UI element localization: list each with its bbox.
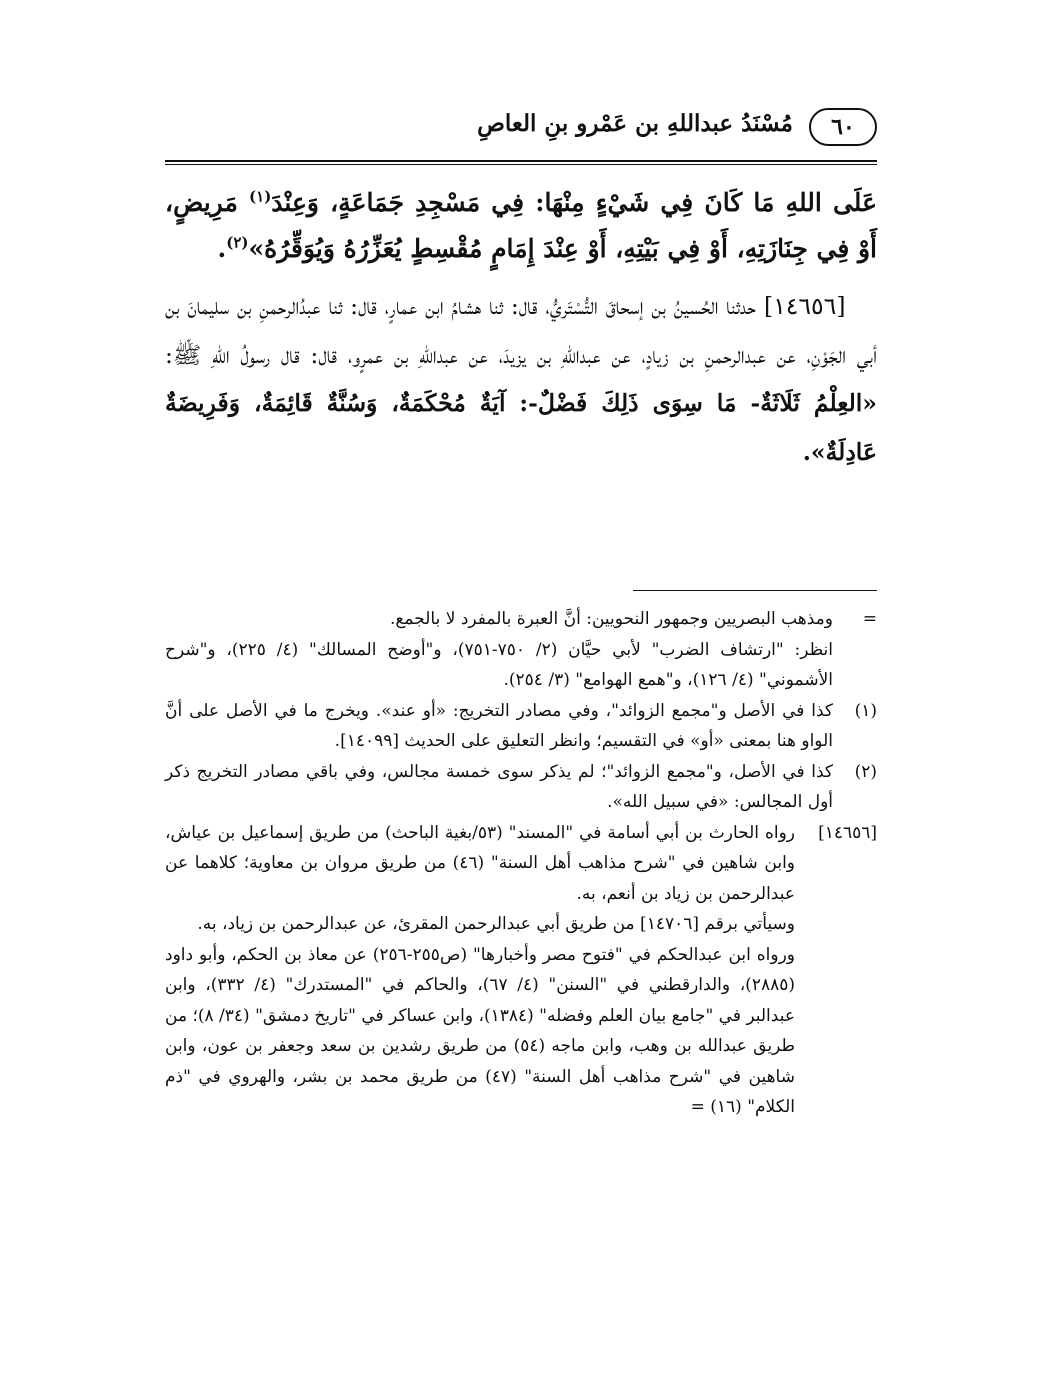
- footnote-takhrij-mark: [١٤٦٥٦]: [818, 822, 877, 843]
- hadith-14656: [165, 282, 877, 476]
- footnote-1-mark: (١): [854, 700, 877, 721]
- footnote-takhrij-p1: رواه الحارث بن أبي أسامة في "المسند" (٥٣/بغية الباحث) من طريق إسماعيل بن عياش، وابن شاهين في "شرح مذاهب أهل السنة" (٤٦) من طريق مروان بن معاوية؛ كلاهما عن عبدالرحمن بن زياد بن أنعم، به.: [165, 822, 795, 904]
- footnote-continuation-body: [165, 604, 833, 696]
- hadith-continuation-part2: مَرِيضٍ، أَوْ فِي جِنَازَتِهِ، أَوْ فِي بَيْتِهِ، أَوْ عِنْدَ إِمَامٍ مُقْسِطٍ يُعَزِّرُهُ وَيُوَقِّرُهُ»: [165, 188, 877, 263]
- page-number: ٦٠: [809, 108, 877, 146]
- footnote-continuation-line1: ومذهب البصريين وجمهور النحويين: أنَّ العبرة بالمفرد لا بالجمع.: [389, 609, 833, 629]
- hadith-continuation-part1: عَلَى اللهِ مَا كَانَ فِي شَيْءٍ مِنْهَا: فِي مَسْجِدِ جَمَاعَةٍ، وَعِنْدَ: [271, 188, 877, 217]
- footnote-continuation-line2: انظر: "ارتشاف الضرب" لأبي حيَّان (٢/ ٧٥٠-٧٥١)، و"أوضح المسالك" (٤/ ٢٢٥)، و"شرح الأشموني" (٤/ ١٢٦)، و"همع الهوامع" (٣/ ٢٥٤).: [165, 639, 833, 690]
- main-text: [165, 180, 877, 476]
- footnote-2-mark: (٢): [854, 761, 877, 782]
- header-rule: [165, 160, 877, 162]
- hadith-continuation-end: .: [217, 234, 227, 263]
- footnote-takhrij-p3: ورواه ابن عبدالحكم في "فتوح مصر وأخبارها" (ص٢٥٥-٢٥٦) عن معاذ بن الحكم، وأبو داود (٢٨٨٥)، والدارقطني في "السنن" (٤/ ٦٧)، والحاكم في "المستدرك" (٤/ ٣٣٢)، وابن عبدالبر في "جامع بيان العلم وفضله" (١٣٨٤)، وابن عساكر في "تاريخ دمشق" (٣٤/ ٨)؛ من طريق عبدالله بن وهب، وابن ماجه (٥٤) من طريق رشدين بن سعد وجعفر بن عون، وابن شاهين في "شرح مذاهب أهل السنة" (٤٧) من طريق محمد بن بشر، والهروي في "ذم الكلام" (١٦) =: [165, 944, 795, 1117]
- footnotes: [165, 604, 877, 1123]
- hadith-number: [١٤٦٥٦]: [764, 292, 846, 320]
- footnote-1: [165, 696, 877, 757]
- hadith-matn: «العِلْمُ ثَلَاثَةٌ- مَا سِوَى ذَلِكَ فَضْلٌ-: آيَةٌ مُحْكَمَةٌ، وَسُنَّةٌ قَائِمَةٌ، وَفَرِيضَةٌ عَادِلَةٌ».: [165, 389, 877, 466]
- footnote-1-body: كذا في الأصل و"مجمع الزوائد"، وفي مصادر التخريج: «أو عند». ويخرج ما في الأصل على أنَّ الواو هنا بمعنى «أو» في التقسيم؛ وانظر التعليق على الحديث [١٤٠٩٩].: [165, 700, 833, 751]
- footnote-continuation: [165, 604, 877, 696]
- footnote-ref-1[interactable]: (١): [249, 187, 272, 206]
- footnote-takhrij-body: [165, 818, 795, 1123]
- footnote-continuation-mark: =: [862, 609, 877, 629]
- running-title: مُسْنَدُ عبداللهِ بن عَمْرو بنِ العاصِ: [477, 110, 793, 137]
- footnote-takhrij: [165, 818, 877, 1123]
- footnote-2-body: كذا في الأصل، و"مجمع الزوائد"؛ لم يذكر سوى خمسة مجالس، وفي باقي مصادر التخريج ذكر أول المجالس: «في سبيل الله».: [165, 761, 833, 812]
- header-rule-thin: [165, 164, 877, 165]
- hadith-isnad: حدثنا الحُسينُ بن إسحاقَ التُّسْتَريُّ، قال: ثنا هشامُ ابن عمارٍ، قال: ثنا عبدُالرحمنِ بن سليمانَ بن أبي الجَوْنِ، عن عبدالرحمنِ بن زيادٍ، عن عبداللهِ بن يزيدَ، عن عبداللهِ بن عمرٍو، قال: قال رسولُ اللهِ ﷺ:: [165, 292, 877, 369]
- footnote-separator: [633, 590, 877, 591]
- page-header: [165, 108, 877, 170]
- footnote-ref-2[interactable]: (٢): [226, 233, 249, 252]
- footnote-takhrij-p2: وسيأتي برقم [١٤٧٠٦] من طريق أبي عبدالرحمن المقرئ، عن عبدالرحمن بن زياد، به.: [197, 914, 795, 934]
- hadith-continuation: [165, 180, 877, 272]
- footnote-2: [165, 757, 877, 818]
